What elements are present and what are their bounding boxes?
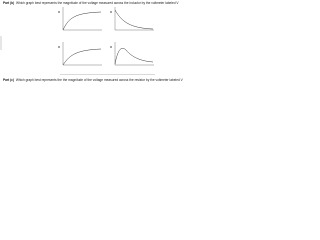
graph-option-c[interactable] — [60, 40, 103, 68]
question-part-c-text: Which graph best represents the the magnitude of the voltage measured across the resistor by the voltmeter labeled V — [15, 78, 183, 82]
question-part-c-label: Part (c) — [3, 78, 14, 82]
graph-option-d-plot — [112, 40, 155, 68]
curve-rise-then-decay — [115, 48, 153, 64]
curve-decaying — [115, 10, 153, 29]
graph-option-c-plot — [60, 40, 103, 68]
question-part-b-text: Which graph best represents the magnitude of the voltage measured across the inductor by the voltmeter labeled V — [16, 1, 179, 5]
curve-rising-saturating — [63, 12, 101, 30]
graph-option-b-plot — [112, 5, 155, 33]
graph-option-b[interactable] — [112, 5, 155, 33]
curve-rising-saturating — [63, 49, 101, 65]
graph-option-a[interactable] — [60, 5, 103, 33]
question-part-b-label: Part (b) — [3, 1, 15, 5]
question-part-c — [3, 78, 183, 82]
page-margin-marker — [0, 36, 2, 50]
graph-option-a-plot — [60, 5, 103, 33]
graph-option-d[interactable] — [112, 40, 155, 68]
